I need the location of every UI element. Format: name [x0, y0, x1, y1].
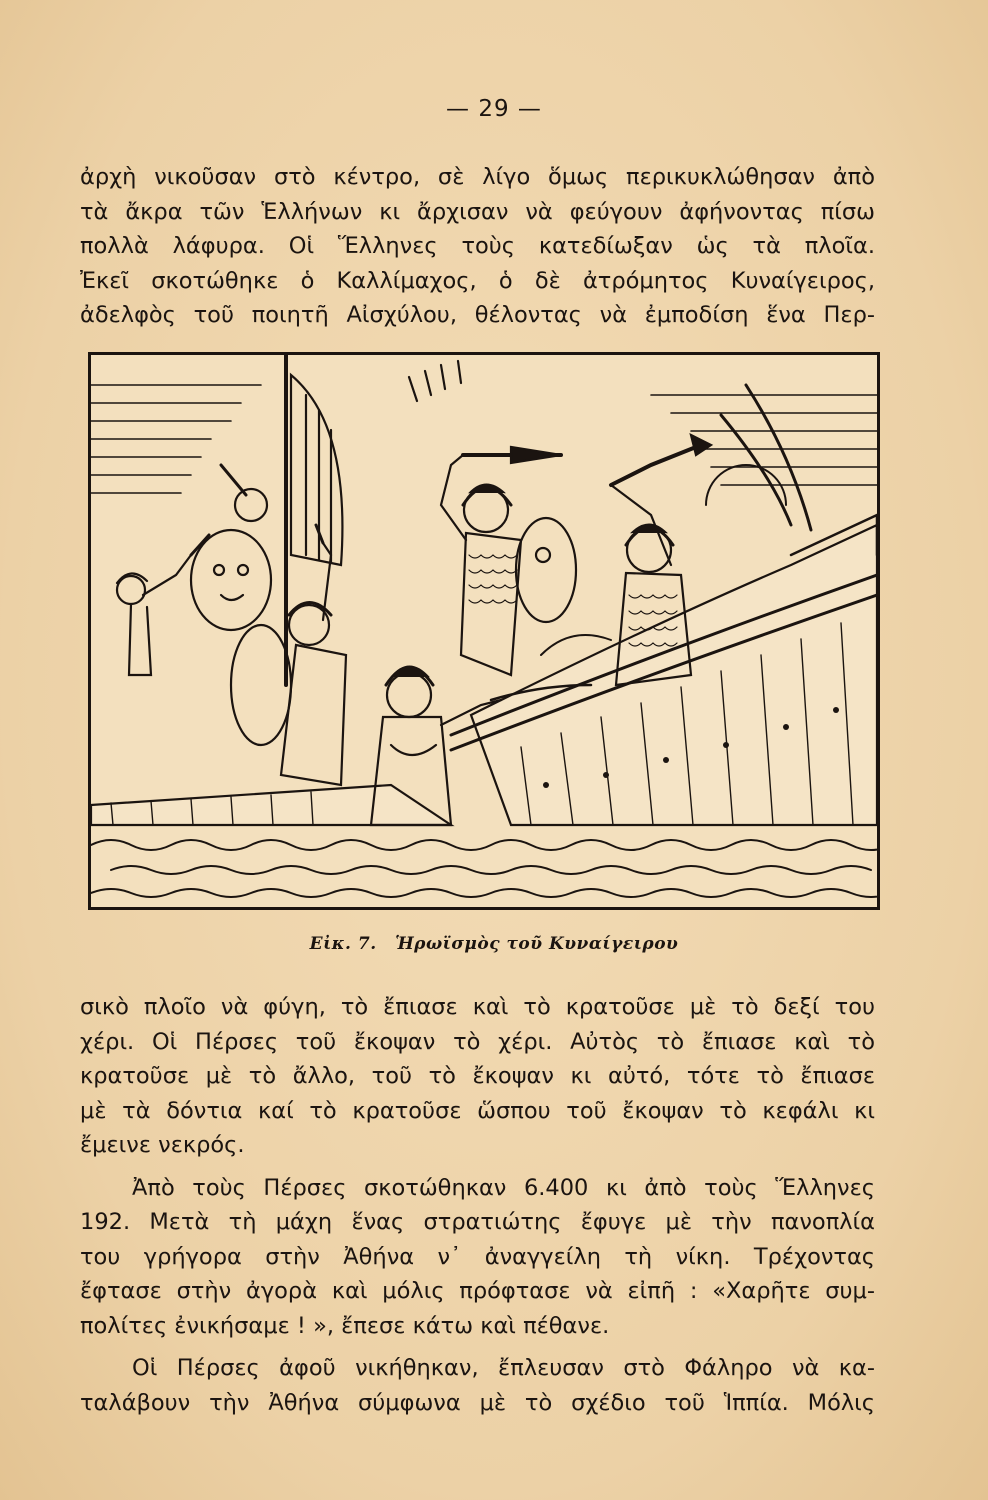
text-line: Ἐκεῖ σκοτώθηκε ὁ Καλλίμαχος, ὁ δὲ ἀτρόμητος Κυναίγειρος,	[80, 267, 875, 294]
text-line: κρατοῦσε μὲ τὸ ἄλλο, τοῦ τὸ ἔκοψαν κι αὐτό, τότε τὸ ἔπιασε	[80, 1063, 875, 1089]
page-number: — 29 —	[446, 96, 542, 122]
text-line: ἔμεινε νεκρός.	[80, 1132, 245, 1158]
text-line: σικὸ πλοῖο νὰ φύγη, τὸ ἔπιασε καὶ τὸ κρατοῦσε μὲ τὸ δεξί του	[80, 994, 875, 1020]
figure-label: Εἰκ. 7.	[309, 934, 377, 954]
text-line: ἀρχὴ νικοῦσαν στὸ κέντρο, σὲ λίγο ὅμως περικυκλώθησαν ἀπὸ	[80, 164, 875, 190]
figure-title: Ἡρωϊσμὸς τοῦ Κυναίγειρου	[395, 934, 679, 954]
illustration-battle-scene	[88, 352, 880, 910]
battle-illustration-svg	[91, 355, 877, 907]
text-line: Οἱ Πέρσες ἀφοῦ νικήθηκαν, ἔπλευσαν στὸ Φάληρο νὰ κα-	[132, 1355, 875, 1381]
text-line: πολλὰ λάφυρα. Οἱ Ἕλληνες τοὺς κατεδίωξαν ὡς τὰ πλοῖα.	[80, 233, 875, 259]
figure-caption	[0, 934, 988, 954]
text-line: του γρήγορα στὴν Ἀθήνα ν᾿ ἀναγγείλη τὴ νίκη. Τρέχοντας	[80, 1243, 875, 1270]
text-line: ταλάβουν τὴν Ἀθήνα σύμφωνα μὲ τὸ σχέδιο τοῦ Ἱππία. Μόλις	[80, 1389, 875, 1416]
text-line: μὲ τὰ δόντια καί τὸ κρατοῦσε ὥσπου τοῦ ἔκοψαν τὸ κεφάλι κι	[80, 1097, 875, 1124]
text-line: χέρι. Οἱ Πέρσες τοῦ ἔκοψαν τὸ χέρι. Αὐτὸς τὸ ἔπιασε καὶ τὸ	[80, 1028, 875, 1055]
text-line: ἔφτασε στὴν ἀγορὰ καὶ μόλις πρόφτασε νὰ εἰπῆ : «Χαρῆτε συμ-	[80, 1278, 875, 1304]
text-line: 192. Μετὰ τὴ μάχη ἕνας στρατιώτης ἔφυγε μὲ τὴν πανοπλία	[80, 1209, 875, 1235]
text-line: τὰ ἄκρα τῶν Ἑλλήνων κι ἄρχισαν νὰ φεύγουν ἀφήνοντας πίσω	[80, 198, 875, 225]
top-text	[80, 160, 875, 333]
text-line: ἀδελφὸς τοῦ ποιητῆ Αἰσχύλου, θέλοντας νὰ ἐμποδίση ἕνα Περ-	[80, 302, 875, 328]
body-text	[80, 990, 875, 1420]
text-line: Ἀπὸ τοὺς Πέρσες σκοτώθηκαν 6.400 κι ἀπὸ τοὺς Ἕλληνες	[132, 1174, 875, 1201]
text-line: πολίτες ἐνικήσαμε ! », ἔπεσε κάτω καὶ πέθανε.	[80, 1312, 610, 1339]
